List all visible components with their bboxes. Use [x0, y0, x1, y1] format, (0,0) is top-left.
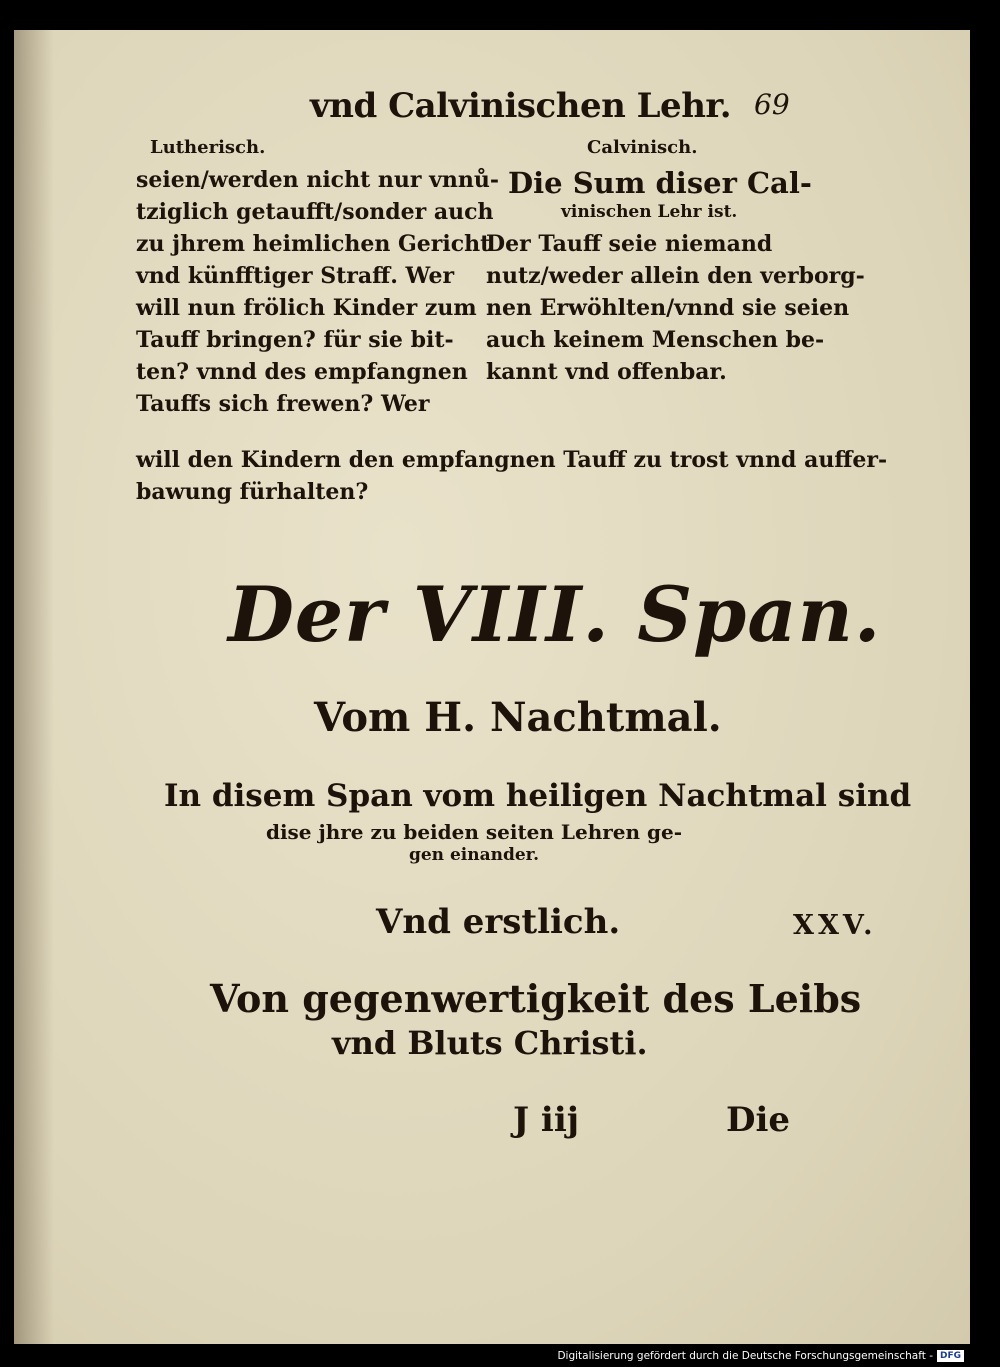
- section-sub-title: Vom H. Nachtmal.: [314, 694, 722, 741]
- intro-line: dise jhre zu beiden seiten Lehren ge-: [265, 820, 683, 844]
- text-line: ten? vnnd des empfangnen: [136, 359, 468, 385]
- signature-mark: J iij: [513, 1100, 580, 1140]
- running-head: vnd Calvinischen Lehr.: [310, 86, 732, 126]
- text-line: nen Erwöhlten/vnnd sie seien: [486, 295, 850, 321]
- text-line: nutz/weder allein den verborg-: [486, 263, 865, 289]
- catchword: Die: [726, 1100, 791, 1140]
- text-line: zu jhrem heimlichen Gericht: [136, 231, 491, 257]
- intro-line: In disem Span vom heiligen Nachtmal sind: [164, 778, 912, 814]
- right-column-label: Calvinisch.: [587, 137, 698, 158]
- attribution-bar: [557, 1348, 964, 1364]
- text-line: auch keinem Menschen be-: [486, 327, 825, 353]
- text-line: will nun frölich Kinder zum: [136, 295, 477, 321]
- spanning-text-line: will den Kindern den empfangnen Tauff zu trost vnnd auffer-: [136, 447, 888, 473]
- text-line: tziglich getaufft/sonder auch: [136, 199, 494, 225]
- section-heading-line: Von gegenwertigkeit des Leibs: [210, 976, 862, 1021]
- right-column: [486, 164, 865, 388]
- spanning-text-line: bawung fürhalten?: [136, 479, 369, 505]
- left-column-label: Lutherisch.: [150, 137, 266, 158]
- intro-line: gen einander.: [408, 845, 539, 865]
- attribution-text: Digitalisierung gefördert durch die Deutsche Forschungsgemeinschaft -: [557, 1350, 933, 1362]
- text-line: Der Tauff seie niemand: [486, 231, 773, 257]
- text-line: kannt vnd offenbar.: [486, 359, 727, 385]
- margin-numeral: XXV.: [793, 910, 877, 941]
- text-line: seien/werden nicht nur vnnů-: [136, 167, 500, 193]
- page-gutter-shadow: [14, 30, 54, 1344]
- text-line: Tauffs sich frewen? Wer: [136, 391, 430, 417]
- left-column: [136, 164, 500, 420]
- right-column-title: Die Sum diser Cal-: [508, 166, 812, 200]
- book-page: [14, 30, 970, 1344]
- text-line: Tauff bringen? für sie bit-: [136, 327, 454, 353]
- section-big-title: Der VIII. Span.: [228, 570, 882, 659]
- page-number: 69: [754, 88, 790, 121]
- dfg-logo-icon: DFG: [937, 1350, 964, 1362]
- right-column-subtitle: vinischen Lehr ist.: [561, 202, 738, 222]
- und-erstlich-heading: Vnd erstlich.: [376, 902, 621, 942]
- text-line: vnd künfftiger Straff. Wer: [136, 263, 455, 289]
- section-heading-line: vnd Bluts Christi.: [332, 1024, 648, 1062]
